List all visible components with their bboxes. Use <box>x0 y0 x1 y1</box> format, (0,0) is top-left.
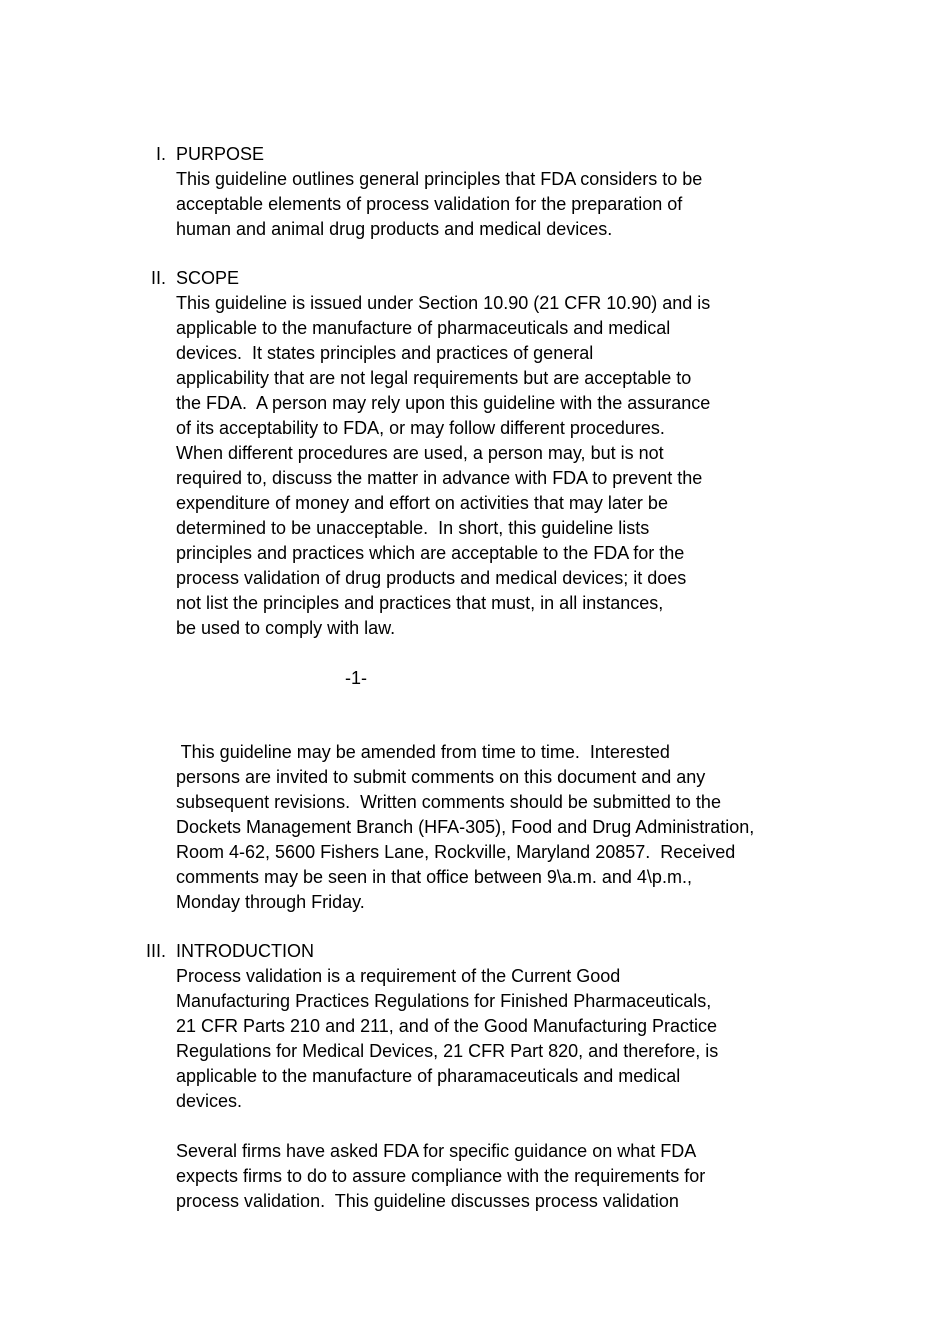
scope-line: required to, discuss the matter in advance with FDA to prevent the <box>176 468 703 488</box>
section-heading-introduction: INTRODUCTION <box>176 941 314 961</box>
introduction-line: expects firms to do to assure compliance with the requirements for <box>176 1166 706 1186</box>
scope-line: When different procedures are used, a person may, but is not <box>176 443 664 463</box>
scope-line: This guideline is issued under Section 10.90 (21 CFR 10.90) and is <box>176 293 711 313</box>
amendment-line: Dockets Management Branch (HFA-305), Food and Drug Administration, <box>176 817 755 837</box>
introduction-line: process validation. This guideline discusses process validation <box>176 1191 679 1211</box>
scope-line: of its acceptability to FDA, or may follow different procedures. <box>176 418 665 438</box>
section-numeral-purpose: I. <box>155 144 166 164</box>
introduction-line: Regulations for Medical Devices, 21 CFR Part 820, and therefore, is <box>176 1041 719 1061</box>
amendment-line: Room 4-62, 5600 Fishers Lane, Rockville, Maryland 20857. Received <box>176 842 736 862</box>
scope-line: process validation of drug products and medical devices; it does <box>176 568 687 588</box>
amendment-line: This guideline may be amended from time to time. Interested <box>176 742 670 762</box>
scope-line: determined to be unacceptable. In short, this guideline lists <box>176 518 650 538</box>
purpose-line: human and animal drug products and medical devices. <box>176 219 613 239</box>
introduction-line: 21 CFR Parts 210 and 211, and of the Good Manufacturing Practice <box>176 1016 717 1036</box>
amendment-line: comments may be seen in that office between 9\a.m. and 4\p.m., <box>176 867 692 887</box>
introduction-line: Manufacturing Practices Regulations for Finished Pharmaceuticals, <box>176 991 712 1011</box>
amendment-line: Monday through Friday. <box>176 892 365 912</box>
scope-line: applicable to the manufacture of pharmaceuticals and medical <box>176 318 671 338</box>
scope-line: not list the principles and practices that must, in all instances, <box>176 593 664 613</box>
page-number: -1- <box>345 668 367 688</box>
scope-line: applicability that are not legal requirements but are acceptable to <box>176 368 692 388</box>
section-heading-scope: SCOPE <box>176 268 240 288</box>
introduction-line: devices. <box>176 1091 243 1111</box>
scope-line: principles and practices which are acceptable to the FDA for the <box>176 543 685 563</box>
section-numeral-scope: II. <box>150 268 166 288</box>
scope-line: expenditure of money and effort on activities that may later be <box>176 493 668 513</box>
introduction-line: Process validation is a requirement of the Current Good <box>176 966 621 986</box>
purpose-line: This guideline outlines general principles that FDA considers to be <box>176 169 703 189</box>
scope-line: be used to comply with law. <box>176 618 396 638</box>
scope-line: the FDA. A person may rely upon this guideline with the assurance <box>176 393 711 413</box>
section-numeral-introduction: III. <box>145 941 166 961</box>
section-heading-purpose: PURPOSE <box>176 144 265 164</box>
purpose-line: acceptable elements of process validation for the preparation of <box>176 194 683 214</box>
amendment-line: persons are invited to submit comments on this document and any <box>176 767 706 787</box>
amendment-line: subsequent revisions. Written comments should be submitted to the <box>176 792 721 812</box>
introduction-line: Several firms have asked FDA for specific guidance on what FDA <box>176 1141 697 1161</box>
introduction-line: applicable to the manufacture of pharamaceuticals and medical <box>176 1066 681 1086</box>
scope-line: devices. It states principles and practices of general <box>176 343 594 363</box>
